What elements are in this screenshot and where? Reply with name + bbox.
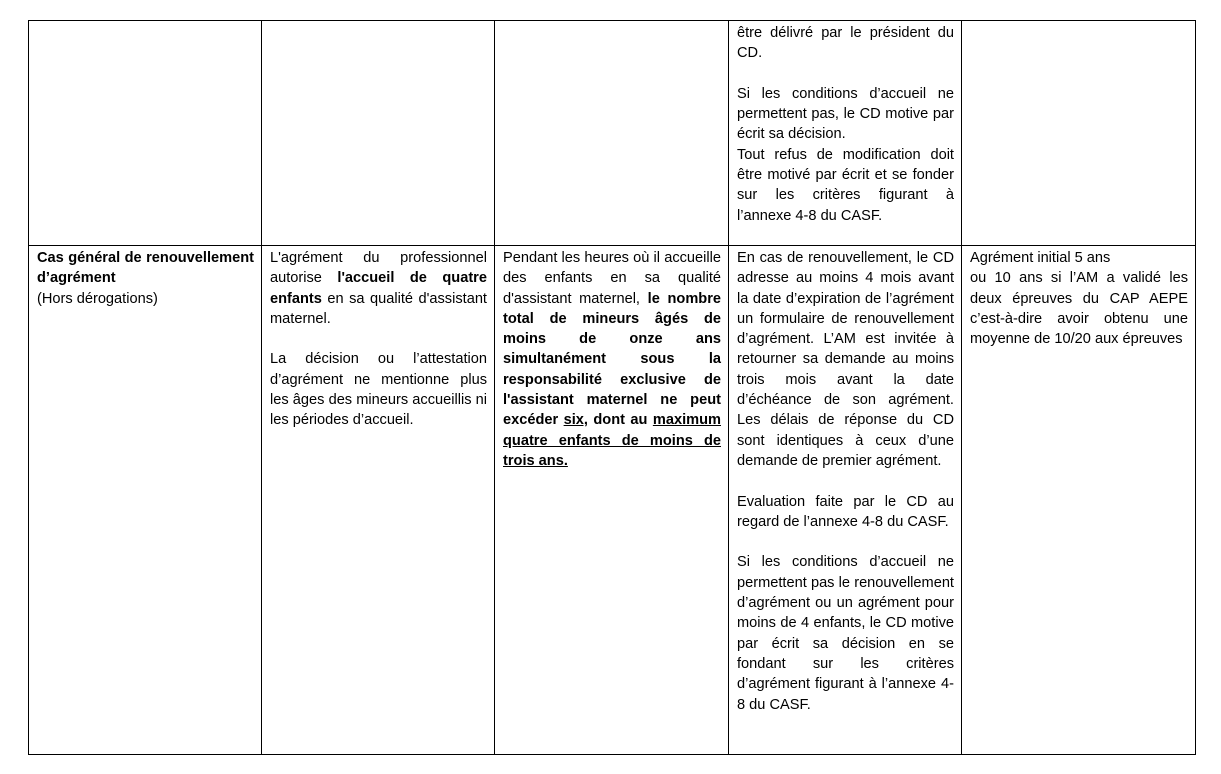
case-title: Cas général de renouvellement d’agrément — [37, 250, 254, 287]
cell-capacity-rules — [495, 246, 729, 755]
paragraph — [270, 248, 487, 329]
cell-empty — [962, 21, 1196, 246]
paragraph — [503, 248, 721, 471]
cell-empty — [29, 21, 262, 246]
cell-empty — [262, 21, 495, 246]
paragraph: En cas de renouvellement, le CD adresse au moins 4 mois avant la date d’expiration de l’agrément un formulaire de renouvellement d’agrément. L’AM est invitée à retourner sa demande au moins trois mois avant la date d’échéance de son agrément. Les délais de réponse du CD sont identiques à ceux d’une demande de premier agrément. — [737, 250, 954, 469]
cell-duration — [962, 246, 1196, 755]
paragraph: Tout refus de modification doit être motivé par écrit et se fonder sur les critères figurant à l’annexe 4-8 du CASF. — [737, 146, 954, 224]
case-subtitle: (Hors dérogations) — [37, 290, 158, 307]
cell-case-title — [29, 246, 262, 755]
cell-procedure-continuation — [729, 21, 962, 246]
table-row-renewal — [29, 246, 1196, 755]
regulation-table — [28, 20, 1196, 755]
text-run-bold: le nombre total de mineurs âgés de moins de onze ans simultanément sous la responsabilité exclusive de l'assistant maternel ne peut excéder — [503, 290, 722, 429]
paragraph: ou 10 ans si l’AM a validé les deux épreuves du CAP AEPE c’est-à-dire avoir obtenu une moyenne de 10/20 aux épreuves — [970, 270, 1188, 348]
paragraph: Si les conditions d’accueil ne permettent pas le renouvellement d’agrément ou un agrément pour moins de 4 enfants, le CD motive par écrit sa décision en se fondant sur les critères d’agrément figurant à l’annexe 4-8 du CASF. — [737, 554, 954, 713]
paragraph: Si les conditions d’accueil ne permettent pas, le CD motive par écrit sa décision. — [737, 85, 954, 143]
text-run: Pendant les heures où il accueille des enfants en sa qualité d'assistant maternel, — [503, 250, 721, 307]
text-run-bold: dont au — [587, 412, 653, 429]
paragraph: Evaluation faite par le CD au regard de l’annexe 4-8 du CASF. — [737, 493, 954, 530]
text-run: en sa qualité d'assistant maternel. — [270, 290, 487, 327]
paragraph: Agrément initial 5 ans — [970, 250, 1111, 266]
text-run: L'agrément du professionnel autorise — [270, 250, 487, 287]
cell-empty — [495, 21, 729, 246]
text-run-bold: l'accueil de quatre enfants — [270, 270, 487, 307]
text-run-bold-underline: maximum quatre enfants de moins de trois ans. — [503, 412, 721, 469]
cell-approval-scope — [262, 246, 495, 755]
table-row-continuation — [29, 21, 1196, 246]
text-run-bold-underline: six, — [563, 412, 588, 429]
paragraph: La décision ou l’attestation d’agrément ne mentionne plus les âges des mineurs accueillis ni les périodes d’accueil. — [270, 351, 487, 429]
paragraph: être délivré par le président du CD. — [737, 25, 954, 62]
cell-renewal-procedure — [729, 246, 962, 755]
